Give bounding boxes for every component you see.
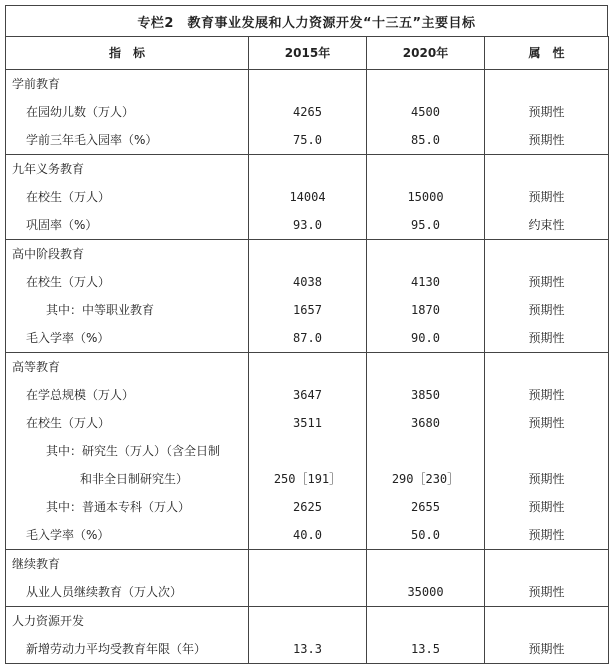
table-row xyxy=(6,296,609,324)
indicator-cell: 其中：中等职业教育 xyxy=(6,296,249,324)
table-row xyxy=(6,465,609,493)
table-row xyxy=(6,409,609,437)
attribute-cell: 预期性 xyxy=(485,296,609,324)
value-2015-cell xyxy=(249,240,367,269)
indicator-cell: 毛入学率（%） xyxy=(6,521,249,550)
value-2020-cell: 90.0 xyxy=(367,324,485,353)
value-2020-cell: 3850 xyxy=(367,381,485,409)
value-2015-cell xyxy=(249,155,367,184)
attribute-cell xyxy=(485,437,609,465)
indicator-cell: 在学总规模（万人） xyxy=(6,381,249,409)
indicator-cell: 和非全日制研究生） xyxy=(6,465,249,493)
attribute-cell: 预期性 xyxy=(485,493,609,521)
attribute-cell: 预期性 xyxy=(485,381,609,409)
value-2015-cell xyxy=(249,550,367,579)
value-2020-cell: 4130 xyxy=(367,268,485,296)
value-2015-cell: 250［191］ xyxy=(249,465,367,493)
attribute-cell: 预期性 xyxy=(485,98,609,126)
value-2020-cell xyxy=(367,240,485,269)
value-2020-cell xyxy=(367,607,485,636)
attribute-cell: 预期性 xyxy=(485,183,609,211)
indicator-cell: 巩固率（%） xyxy=(6,211,249,240)
attribute-cell xyxy=(485,155,609,184)
table-title: 专栏2 教育事业发展和人力资源开发“十三五”主要目标 xyxy=(5,5,608,37)
attribute-cell: 预期性 xyxy=(485,268,609,296)
indicator-cell: 其中：普通本专科（万人） xyxy=(6,493,249,521)
header-indicator: 指 标 xyxy=(6,37,249,70)
header-2015: 2015年 xyxy=(249,37,367,70)
value-2020-cell: 95.0 xyxy=(367,211,485,240)
indicator-cell: 从业人员继续教育（万人次） xyxy=(6,578,249,607)
value-2015-cell: 3511 xyxy=(249,409,367,437)
indicator-cell: 人力资源开发 xyxy=(6,607,249,636)
value-2020-cell: 1870 xyxy=(367,296,485,324)
category-row xyxy=(6,240,609,269)
category-row xyxy=(6,70,609,99)
value-2020-cell xyxy=(367,550,485,579)
attribute-cell xyxy=(485,550,609,579)
targets-table xyxy=(5,36,609,664)
table-row xyxy=(6,126,609,155)
value-2020-cell xyxy=(367,70,485,99)
table-row xyxy=(6,324,609,353)
value-2015-cell: 75.0 xyxy=(249,126,367,155)
attribute-cell: 预期性 xyxy=(485,465,609,493)
value-2015-cell: 14004 xyxy=(249,183,367,211)
table-row xyxy=(6,493,609,521)
category-row xyxy=(6,155,609,184)
value-2020-cell: 2655 xyxy=(367,493,485,521)
value-2015-cell xyxy=(249,607,367,636)
value-2020-cell: 85.0 xyxy=(367,126,485,155)
attribute-cell: 预期性 xyxy=(485,521,609,550)
table-row xyxy=(6,381,609,409)
value-2020-cell: 35000 xyxy=(367,578,485,607)
value-2015-cell: 40.0 xyxy=(249,521,367,550)
value-2015-cell: 93.0 xyxy=(249,211,367,240)
value-2015-cell xyxy=(249,70,367,99)
table-row xyxy=(6,578,609,607)
table-row xyxy=(6,635,609,664)
header-row xyxy=(6,37,609,70)
value-2020-cell: 15000 xyxy=(367,183,485,211)
header-attribute: 属 性 xyxy=(485,37,609,70)
value-2020-cell: 3680 xyxy=(367,409,485,437)
value-2015-cell xyxy=(249,578,367,607)
indicator-cell: 高等教育 xyxy=(6,353,249,382)
value-2020-cell: 50.0 xyxy=(367,521,485,550)
indicator-cell: 学前三年毛入园率（%） xyxy=(6,126,249,155)
category-row xyxy=(6,550,609,579)
value-2020-cell xyxy=(367,155,485,184)
table-body xyxy=(6,70,609,664)
attribute-cell xyxy=(485,240,609,269)
attribute-cell: 约束性 xyxy=(485,211,609,240)
attribute-cell xyxy=(485,70,609,99)
value-2020-cell xyxy=(367,437,485,465)
indicator-cell: 九年义务教育 xyxy=(6,155,249,184)
indicator-cell: 在校生（万人） xyxy=(6,268,249,296)
indicator-cell: 在校生（万人） xyxy=(6,409,249,437)
value-2015-cell: 2625 xyxy=(249,493,367,521)
table-row xyxy=(6,268,609,296)
value-2020-cell: 13.5 xyxy=(367,635,485,664)
value-2020-cell xyxy=(367,353,485,382)
header-2020: 2020年 xyxy=(367,37,485,70)
attribute-cell: 预期性 xyxy=(485,126,609,155)
indicator-cell: 在园幼儿数（万人） xyxy=(6,98,249,126)
value-2020-cell: 4500 xyxy=(367,98,485,126)
value-2015-cell: 13.3 xyxy=(249,635,367,664)
indicator-cell: 毛入学率（%） xyxy=(6,324,249,353)
table-row xyxy=(6,521,609,550)
attribute-cell xyxy=(485,607,609,636)
value-2015-cell: 3647 xyxy=(249,381,367,409)
indicator-cell: 高中阶段教育 xyxy=(6,240,249,269)
table-row xyxy=(6,437,609,465)
category-row xyxy=(6,607,609,636)
attribute-cell: 预期性 xyxy=(485,635,609,664)
attribute-cell: 预期性 xyxy=(485,324,609,353)
indicator-cell: 继续教育 xyxy=(6,550,249,579)
indicator-cell: 其中：研究生（万人）（含全日制 xyxy=(6,437,249,465)
value-2015-cell: 4038 xyxy=(249,268,367,296)
value-2015-cell: 1657 xyxy=(249,296,367,324)
attribute-cell xyxy=(485,353,609,382)
table-row xyxy=(6,183,609,211)
value-2015-cell: 87.0 xyxy=(249,324,367,353)
value-2015-cell xyxy=(249,353,367,382)
indicator-cell: 新增劳动力平均受教育年限（年） xyxy=(6,635,249,664)
indicator-cell: 学前教育 xyxy=(6,70,249,99)
attribute-cell: 预期性 xyxy=(485,578,609,607)
value-2015-cell xyxy=(249,437,367,465)
category-row xyxy=(6,353,609,382)
table-row xyxy=(6,211,609,240)
value-2015-cell: 4265 xyxy=(249,98,367,126)
indicator-cell: 在校生（万人） xyxy=(6,183,249,211)
value-2020-cell: 290［230］ xyxy=(367,465,485,493)
attribute-cell: 预期性 xyxy=(485,409,609,437)
table-row xyxy=(6,98,609,126)
